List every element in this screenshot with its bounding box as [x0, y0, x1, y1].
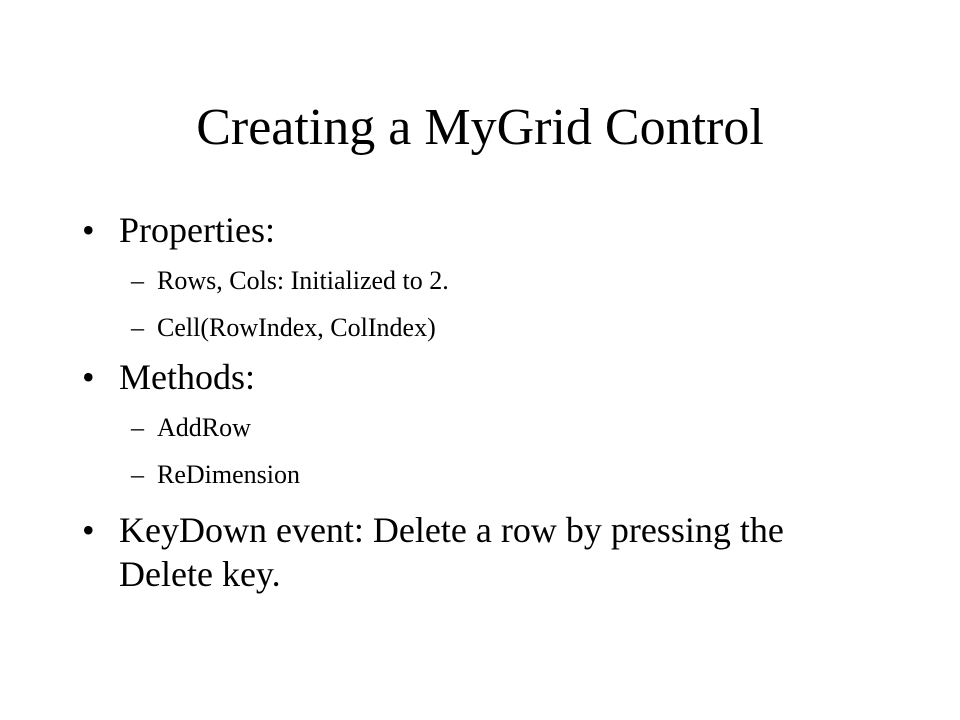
- bullet-icon: •: [82, 357, 95, 397]
- sub-bullet-text: ReDimension: [157, 460, 300, 489]
- bullet-text: Properties:: [119, 210, 275, 250]
- sub-bullet-item: [82, 412, 882, 443]
- bullet-item-keydown: [82, 508, 882, 596]
- sub-bullet-text: Rows, Cols: Initialized to 2.: [157, 266, 449, 295]
- bullet-text: Methods:: [119, 357, 256, 397]
- sub-bullet-item: [82, 265, 882, 296]
- sub-bullet-text: AddRow: [157, 413, 251, 442]
- bullet-item-methods: [82, 355, 882, 399]
- sub-bullet-item: [82, 312, 882, 343]
- bullet-icon: •: [82, 210, 95, 250]
- slide-title: Creating a MyGrid Control: [196, 99, 764, 156]
- sub-bullet-text: Cell(RowIndex, ColIndex): [157, 313, 436, 342]
- dash-icon: –: [131, 266, 144, 295]
- bullet-item-properties: [82, 208, 882, 252]
- dash-icon: –: [131, 313, 144, 342]
- dash-icon: –: [131, 413, 144, 442]
- bullet-text: KeyDown event: Delete a row by pressing the Delete key.: [119, 510, 784, 594]
- sub-bullet-item: [82, 459, 882, 490]
- bullet-icon: •: [82, 510, 95, 550]
- dash-icon: –: [131, 460, 144, 489]
- bullet-list: [82, 208, 882, 596]
